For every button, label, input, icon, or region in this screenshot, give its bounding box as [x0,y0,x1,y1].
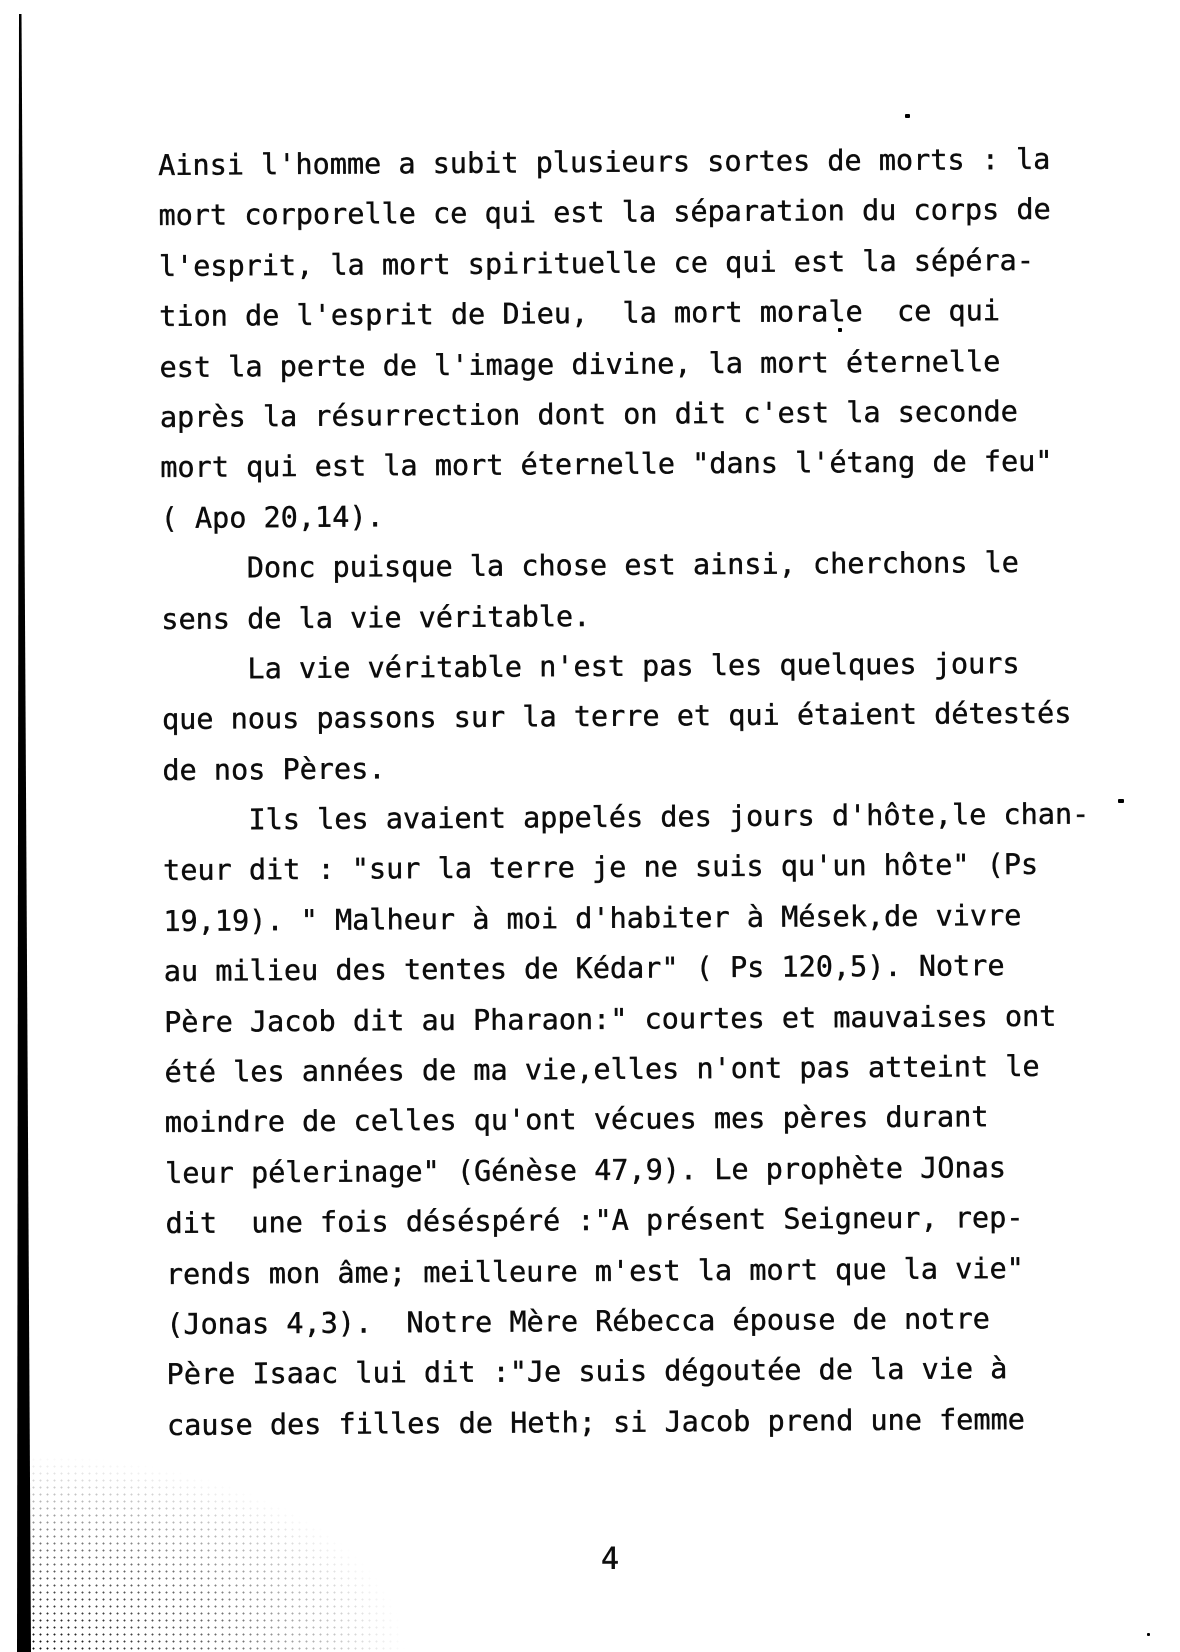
text-line: dit une fois déséspéré :"A présent Seigneur, rep- [165,1201,1024,1241]
text-line: rends mon âme; meilleure m'est la mort que la vie" [165,1251,1024,1291]
text-line: été les années de ma vie,elles n'ont pas atteint le [164,1049,1040,1090]
text-line: mort corporelle ce qui est la séparation du corps de [158,193,1051,233]
text-line: Donc puisque la chose est ainsi, cherchons le [160,546,1020,586]
text-line: Père Isaac lui dit :"Je suis dégoutée de la vie à [166,1352,1008,1392]
text-line: Père Jacob dit au Pharaon:" courtes et mauvaises ont [164,999,1057,1039]
scan-speck [1147,1633,1150,1636]
text-line: est la perte de l'image divine, la mort éternelle [159,344,1001,384]
scan-speck [1118,799,1124,803]
text-line: (Jonas 4,3). Notre Mère Rébecca épouse de notre [166,1302,990,1341]
text-line: ( Apo 20,14). [160,500,384,535]
text-line: La vie véritable n'est pas les quelques jours [161,646,1020,686]
page-number: 4 [600,1542,620,1577]
text-line: tion de l'esprit de Dieu, la mort morale ce qui [159,294,1001,334]
text-line: après la résurrection dont on dit c'est la seconde [159,394,1018,434]
text-line: sens de la vie véritable. [161,599,591,636]
scan-edge-artifact [0,0,40,1652]
text-line: moindre de celles qu'ont vécues mes pères durant [164,1100,989,1140]
text-line: Ainsi l'homme a subit plusieurs sortes de morts : la [158,142,1051,182]
text-line: de nos Pères. [162,752,386,787]
text-line: l'esprit, la mort spirituelle ce qui est la sépéra- [158,243,1035,283]
text-line: 19,19). " Malheur à moi d'habiter à Mések,de vivre [163,898,1022,938]
scan-speck [905,114,910,118]
text-line: cause des filles de Heth; si Jacob prend une femme [166,1402,1025,1442]
document-text [158,134,1107,1451]
text-line: leur pélerinage" (Génèse 47,9). Le prophète JOnas [165,1150,1007,1190]
text-line: au milieu des tentes de Kédar" ( Ps 120,5). Notre [163,949,1005,989]
text-line: mort qui est la mort éternelle "dans l'étang de feu" [160,445,1053,485]
text-line: Ils les avaient appelés des jours d'hôte,le chan- [162,797,1090,838]
scan-noise-bottom-left [30,1442,464,1652]
text-line: que nous passons sur la terre et qui étaient détestés [161,696,1072,737]
text-line: teur dit : "sur la terre je ne suis qu'un hôte" (Ps [162,848,1039,888]
